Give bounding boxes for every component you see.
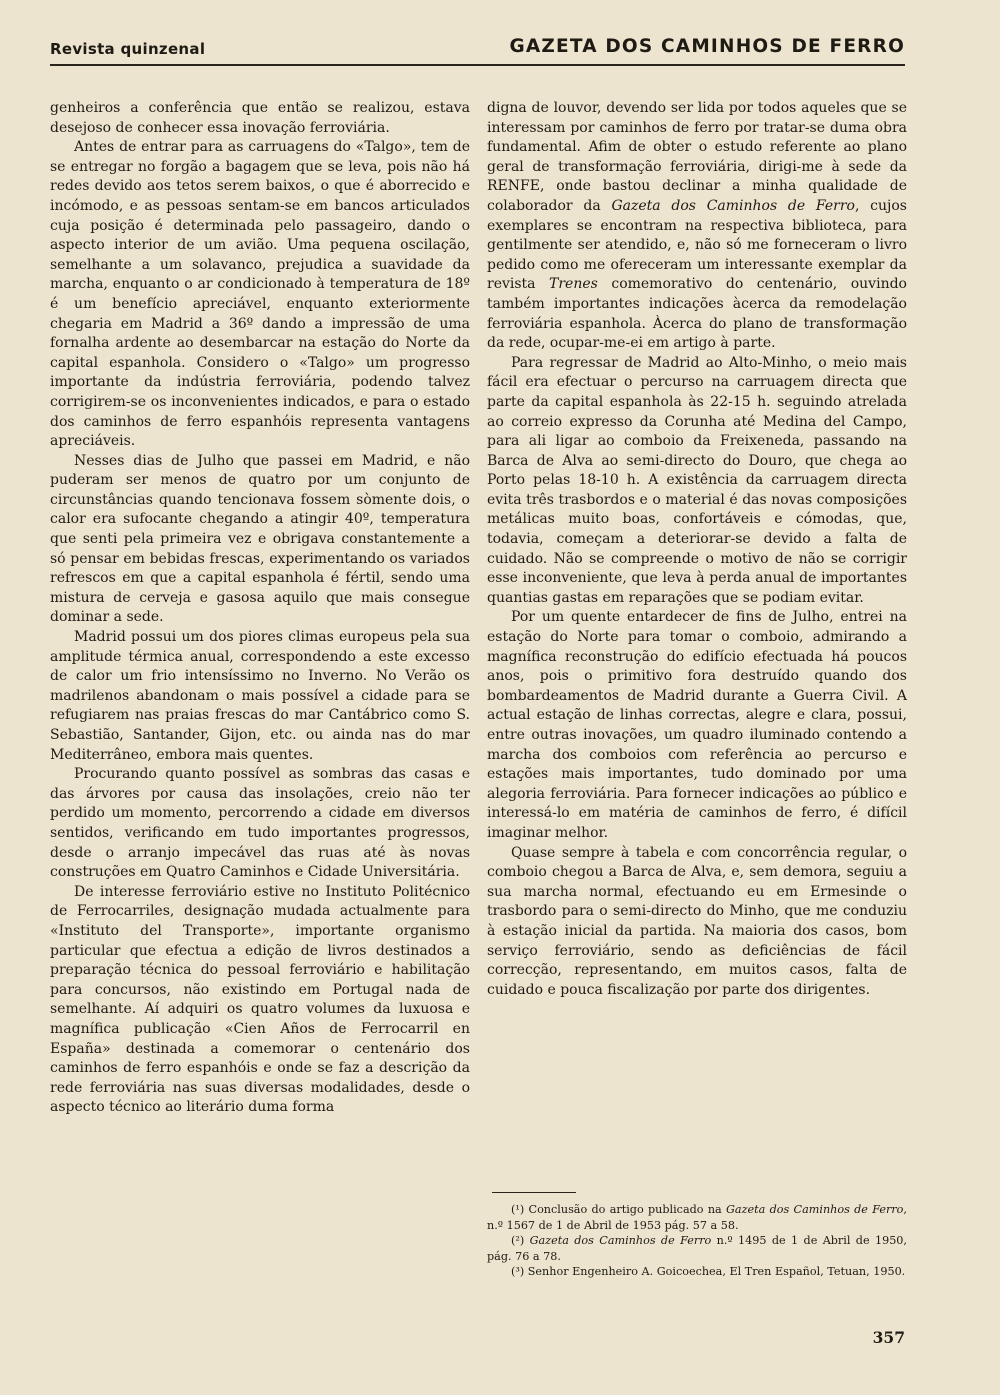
text-run: n.º 1495 de 1 de Abril de 1950, pág. 76 a 78. — [487, 1234, 907, 1263]
footnotes — [487, 1202, 907, 1280]
paragraph: genheiros a conferência que então se realizou, estava desejoso de conhecer essa inovação ferroviária. — [50, 100, 470, 136]
header-left-title: Revista quinzenal — [50, 40, 206, 58]
paragraph: Para regressar de Madrid ao Alto-Minho, o meio mais fácil era efectuar o percurso na carruagem directa que parte da capital espanhola às 22-15 h. seguindo atrelada ao correio expresso da Corunha até Medina del Campo, para ali ligar ao comboio da Freixeneda, passando na Barca de Alva ao semi-directo do Douro, que chega ao Porto pelas 18-10 h. A existência da carruagem directa evita três trasbordos e o material é das novas composições metálicas muito boas, confortáveis e cómodas, que, todavia, começam a deteriorar-se devido a falta de cuidado. Não se compreende o motivo de não se corrigir esse inconveniente, que leva à perda anual de importantes quantias gastas em reparações que se podiam evitar. — [487, 354, 907, 606]
text-run: (²) — [511, 1234, 530, 1247]
italic-title: Gazeta dos Caminhos de Ferro — [611, 197, 855, 214]
paragraph — [487, 99, 907, 354]
header-right-title: GAZETA DOS CAMINHOS DE FERRO — [509, 36, 905, 57]
left-column — [50, 99, 470, 1118]
page-number: 357 — [872, 1328, 905, 1347]
footnote: (³) Senhor Engenheiro A. Goicoechea, El Tren Español, Tetuan, 1950. — [511, 1265, 906, 1278]
italic-title: Gazeta dos Caminhos de Ferro — [529, 1234, 712, 1247]
paragraph: Nesses dias de Julho que passei em Madrid, e não puderam ser menos de quatro por um conjunto de circunstâncias quando tencionava fossem sòmente dois, o calor era sufocante chegando a atingir 40º, temperatura que senti pela primeira vez e obrigava constantemente a só pensar em bebidas frescas, experimentando os variados refrescos em que a capital espanhola é fértil, sendo uma mistura de cerveja e gasosa aquilo que mais consegue dominar a sede. — [50, 452, 470, 626]
paragraph: Antes de entrar para as carruagens do «Talgo», tem de se entregar no forgão a bagagem que se leva, pois não há redes devido aos tetos serem baixos, o que é aborrecido e incómodo, e as pessoas sentam-se em bancos articulados cuja posição é determinada pelo passageiro, dando o aspecto interior de um avião. Uma pequena oscilação, semelhante a um solavanco, prejudica a suavidade da marcha, enquanto o ar condicionado à temperatura de 18º é um benefício apreciável, enquanto exteriormente chegaria em Madrid a 36º dando a impressão de uma fornalha ardente ao desembarcar na estação do Norte da capital espanhola. Considero o «Talgo» um progresso importante da indústria ferroviária, podendo talvez corrigirem-se os inconvenientes indicados, e para o estado dos caminhos de ferro espanhóis representa vantagens apreciáveis. — [50, 139, 470, 450]
text-run: digna de louvor, devendo ser lida por todos aqueles que se interessam por caminhos de ferro por tratar-se duma obra fundamental. Afim de obter o estudo referente ao plano geral de transformação ferroviária, dirigi-me à sede da RENFE, onde bastou declinar a minha qualidade de colaborador da — [487, 100, 907, 214]
text-run: comemorativo do centenário, ouvindo também importantes indicações àcerca da remodelação ferroviária espanhola. Àcerca do plano de transformação da rede, ocupar-me-ei em artigo à parte. — [487, 276, 907, 352]
paragraph: Madrid possui um dos piores climas europeus pela sua amplitude térmica anual, correspondendo a este excesso de calor um frio intensíssimo no Inverno. No Verão os madrilenos abandonam o mais possível a cidade para se refugiarem nas praias frescas do mar Cantábrico como S. Sebastião, Santander, Gijon, etc. ou ainda nas do mar Mediterrâneo, embora mais quentes. — [50, 629, 470, 763]
italic-title: Trenes — [549, 276, 598, 293]
footnote-divider — [492, 1192, 576, 1193]
text-run: , cujos exemplares se encontram na respectiva biblioteca, para gentilmente ser atendido, e, não só me forneceram o livro pedido como me ofereceram um interessante exemplar da revista — [487, 197, 907, 293]
paragraph: Procurando quanto possível as sombras das casas e das árvores por causa das insolações, creio não ter perdido um momento, percorrendo a cidade em diversos sentidos, verificando em tudo importantes progressos, desde o arranjo impecável das ruas até às novas construções em Quatro Caminhos e Cidade Universitária. — [50, 766, 470, 881]
text-run: (¹) Conclusão do artigo publicado na — [511, 1203, 726, 1216]
paragraph: De interesse ferroviário estive no Instituto Politécnico de Ferrocarriles, designação mudada actualmente para «Instituto del Transporte», importante organismo particular que efectua a edição de livros destinados a preparação técnica do pessoal ferroviário e habilitação para concursos, não existindo em Portugal nada de semelhante. Aí adquiri os quatro volumes da luxuosa e magnífica publicação «Cien Años de Ferrocarril en España» destinada a comemorar o centenário dos caminhos de ferro espanhóis e onde se faz a descrição da rede ferroviária nas suas diversas modalidades, desde o aspecto técnico ao literário duma forma — [50, 883, 470, 1116]
footnote — [487, 1233, 907, 1264]
right-column — [487, 99, 907, 1000]
italic-title: Gazeta dos Caminhos de Ferro — [726, 1203, 904, 1216]
footnote — [487, 1202, 907, 1233]
paragraph: Quase sempre à tabela e com concorrência regular, o comboio chegou a Barca de Alva, e, sem demora, seguiu a sua marcha normal, efectuando eu em Ermesinde o trasbordo para o semi-directo do Minho, que me conduziu à estação inicial da partida. Na maioria dos casos, bom serviço ferroviário, sendo as deficiências de fácil correcção, representando, em muitos casos, falta de cuidado e pouca fiscalização por parte dos dirigentes. — [487, 844, 907, 998]
paragraph: Por um quente entardecer de fins de Julho, entrei na estação do Norte para tomar o comboio, admirando a magnífica reconstrução do edifício efectuada há poucos anos, pois o primitivo fora destruído quando dos bombardeamentos de Madrid durante a Guerra Civil. A actual estação de linhas correctas, alegre e clara, possui, entre outras inovações, um quadro iluminado contendo a marcha dos comboios com referência ao percurso e estações mais importantes, tudo dominado por uma alegoria ferroviária. Para fornecer indicações ao público e interessá-lo em matéria de caminhos de ferro, é difícil imaginar melhor. — [487, 609, 907, 841]
text-run: , n.º 1567 de 1 de Abril de 1953 pág. 57 a 58. — [487, 1203, 907, 1232]
running-header — [50, 34, 905, 66]
